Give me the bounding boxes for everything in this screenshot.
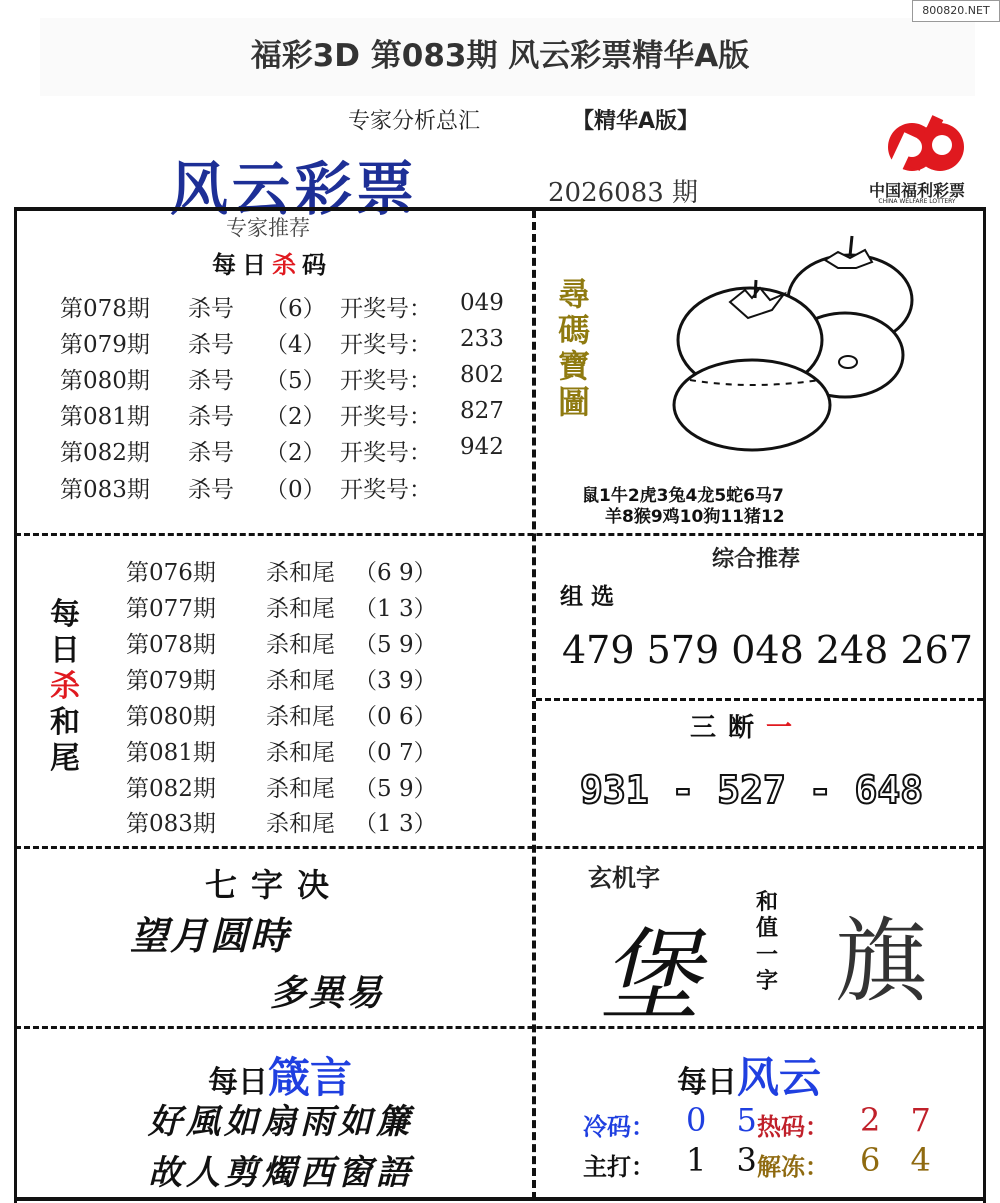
cold-code-label: 冷码： bbox=[583, 1113, 655, 1141]
sum-tail-label: 每 日 杀 和 尾 bbox=[50, 597, 80, 776]
seven-title: 七字决 bbox=[205, 866, 344, 904]
zodiac-line: 羊8猴9鸡10狗11猪12 bbox=[605, 507, 785, 527]
expert-label: 专家推荐 bbox=[226, 216, 310, 240]
divider bbox=[15, 533, 983, 536]
main-code-value: 1 3 bbox=[686, 1141, 767, 1179]
logo-subtext: CHINA WELFARE LOTTERY bbox=[878, 198, 956, 205]
mystery-label: 玄机字 bbox=[588, 864, 660, 892]
divider bbox=[983, 207, 986, 1203]
divider bbox=[15, 207, 985, 211]
issue-number: 2026083 期 bbox=[548, 178, 699, 208]
hot-code-value: 2 7 bbox=[860, 1101, 941, 1139]
cut-numbers: 931 - 527 - 648 bbox=[580, 768, 924, 812]
cold-code-value: 0 5 bbox=[686, 1101, 767, 1139]
thaw-code-label: 解冻： bbox=[757, 1153, 829, 1181]
brand-title: 风云彩票 bbox=[170, 155, 419, 223]
thaw-code-value: 6 4 bbox=[860, 1141, 941, 1179]
hot-code-label: 热码： bbox=[757, 1113, 829, 1141]
sum-one-label: 和 值 一 字 bbox=[755, 890, 778, 995]
mystery-character: 堡 bbox=[600, 917, 700, 1034]
kill-code-title: 每日杀码 bbox=[212, 250, 332, 279]
divider bbox=[536, 698, 983, 701]
group-label: 组选 bbox=[560, 583, 622, 610]
seven-line: 望月圆時 bbox=[130, 913, 291, 958]
motto-line: 好風如扇雨如簾 bbox=[148, 1102, 414, 1142]
divider bbox=[14, 207, 17, 1203]
subtitle: 专家分析总汇 bbox=[348, 109, 481, 134]
seven-line: 多異易 bbox=[270, 972, 385, 1014]
cut-title: 三断一 bbox=[690, 713, 805, 743]
fruit-drawing-icon bbox=[660, 230, 930, 475]
group-numbers: 479 579 048 248 267 bbox=[562, 628, 973, 672]
divider bbox=[532, 210, 536, 1200]
page-title: 福彩3D 第083期 风云彩票精华A版 bbox=[250, 38, 750, 74]
divider bbox=[15, 1026, 983, 1029]
zodiac-line: 鼠1牛2虎3兔4龙5蛇6马7 bbox=[582, 486, 784, 506]
watermark: 800820.NET bbox=[912, 0, 1000, 22]
divider bbox=[15, 846, 983, 849]
combo-title: 综合推荐 bbox=[712, 547, 801, 572]
daily-title: 每日风云 bbox=[677, 1053, 822, 1102]
motto-line: 故人剪燭西窗語 bbox=[148, 1153, 414, 1193]
treasure-map-label: 尋 碼 寶 圖 bbox=[557, 275, 590, 421]
sum-character: 旗 bbox=[835, 908, 928, 1015]
main-code-label: 主打： bbox=[583, 1153, 655, 1181]
divider bbox=[15, 1197, 985, 1201]
logo-text: 中国福利彩票 bbox=[868, 181, 965, 200]
motto-title: 每日箴言 bbox=[208, 1053, 353, 1102]
edition-label: 【精华A版】 bbox=[572, 109, 700, 134]
